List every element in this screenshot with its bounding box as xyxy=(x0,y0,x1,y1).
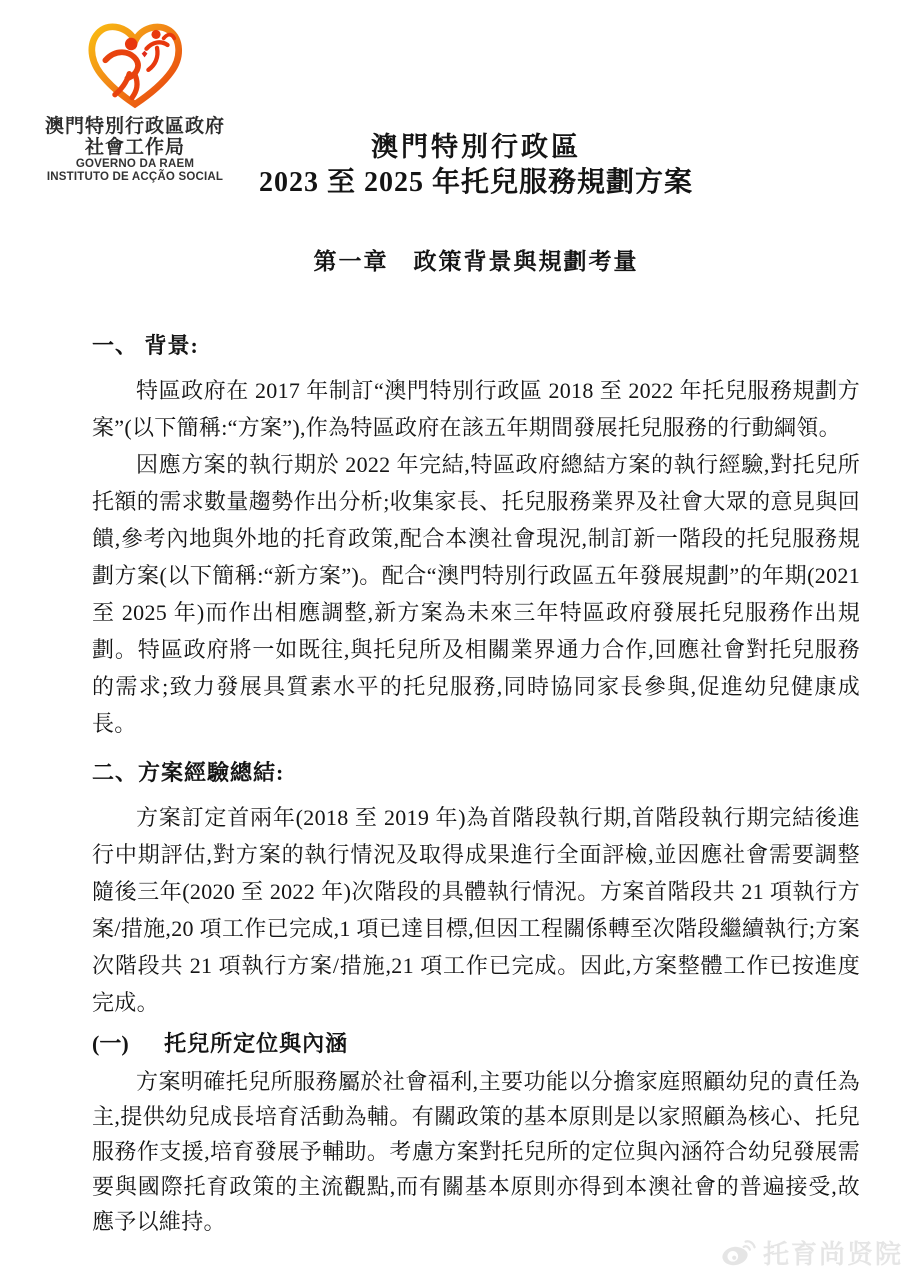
chapter-heading: 第一章 政策背景與規劃考量 xyxy=(313,249,639,274)
document-title-line1: 澳門特別行政區 xyxy=(371,132,581,162)
agency-name-zh-line1: 澳門特別行政區政府 xyxy=(44,116,225,137)
ias-heart-logo-icon xyxy=(85,22,185,110)
section-1-paragraph-1: 特區政府在 2017 年制訂“澳門特別行政區 2018 至 2022 年托兒服務規劃方案”(以下簡稱:“方案”),作為特區政府在該五年期間發展托兒服務的行動綱領。 xyxy=(92,378,860,440)
weibo-icon xyxy=(720,1238,756,1268)
watermark xyxy=(720,1234,903,1271)
agency-name-pt-line1: GOVERNO DA RAEM xyxy=(75,158,195,170)
document-body xyxy=(92,327,860,1239)
document-title-line2: 2023 至 2025 年托兒服務規劃方案 xyxy=(258,167,693,198)
subsection-1-title: 托兒所定位與內涵 xyxy=(164,1031,349,1056)
agency-name-pt-line2: INSTITUTO DE ACÇÃO SOCIAL xyxy=(46,171,224,183)
watermark-text: 托育尚贤院 xyxy=(762,1239,903,1269)
subsection-1-paragraph-1: 方案明確托兒所服務屬於社會福利,主要功能以分擔家庭照顧幼兒的責任為主,提供幼兒成長培育活動為輔。有關政策的基本原則是以家照顧為核心、托兒服務作支援,培育發展予輔助。考慮方案對托兒所的定位與內涵符合幼兒發展需要與國際托育政策的主流觀點,而有關基本原則亦得到本澳社會的普遍接受,故應予以維持。 xyxy=(92,1069,860,1234)
section-1-paragraph-2: 因應方案的執行期於 2022 年完結,特區政府總結方案的執行經驗,對托兒所托額的需求數量趨勢作出分析;收集家長、托兒服務業界及社會大眾的意見與回饋,參考內地與外地的托育政策,配合本澳社會現況,制訂新一階段的托兒服務規劃方案(以下簡稱:“新方案”)。配合“澳門特別行政區五年發展規劃”的年期(2021 至 2025 年)而作出相應調整,新方案為未來三年特區政府發展托兒服務作出規劃。特區政府將一如既往,與托兒所及相關業界通力合作,回應社會對托兒服務的需求;致力發展具質素水平的托兒服務,同時協同家長參與,促進幼兒健康成長。 xyxy=(92,452,860,736)
section-1-heading: 一、 背景: xyxy=(92,333,199,358)
subsection-1-heading xyxy=(92,1025,860,1062)
subsection-1-number: (一) xyxy=(92,1031,129,1056)
section-2-heading: 二、方案經驗總結: xyxy=(92,760,285,785)
agency-name-zh-line2: 社會工作局 xyxy=(84,137,185,158)
section-2-paragraph-1: 方案訂定首兩年(2018 至 2019 年)為首階段執行期,首階段執行期完結後進行中期評估,對方案的執行情況及取得成果進行全面評檢,並因應社會需要調整隨後三年(2020 至 2022 年)次階段的具體執行情況。方案首階段共 21 項執行方案/措施,20 項工作已完成,1 項已達目標,但因工程關係轉至次階段繼續執行;方案次階段共 21 項執行方案/措施,21 項工作已完成。因此,方案整體工作已按進度完成。 xyxy=(92,805,860,1015)
document-title-block xyxy=(92,130,860,201)
